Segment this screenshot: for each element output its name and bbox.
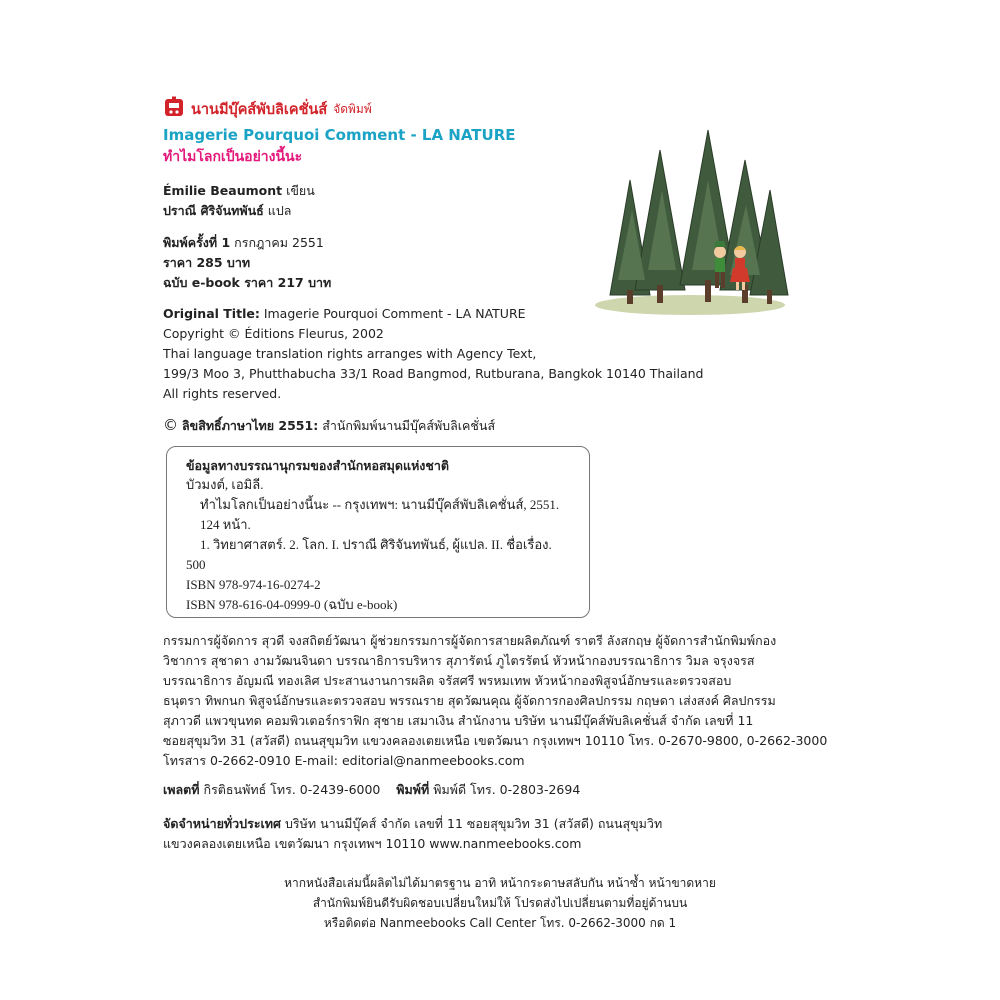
staff-line: บรรณาธิการ อัญมณี ทองเลิศ ประสานงานการผลิต จรัสศรี พรหมเทพ หัวหน้ากองพิสูจน์อักษรและตรวจสอบ bbox=[163, 673, 732, 688]
forest-illustration bbox=[590, 120, 790, 324]
ebook-price: ฉบับ e-book ราคา 217 บาท bbox=[163, 275, 332, 290]
staff-line: ซอยสุขุมวิท 31 (สวัสดี) ถนนสุขุมวิท แขวงคลองเตยเหนือ เขตวัฒนา กรุงเทพฯ 10110 โทร. 0-2670-9800, 0-2662-3000 bbox=[163, 733, 828, 748]
staff-line: วิชาการ สุชาดา งามวัฒนจินดา บรรณาธิการบริหาร สุภารัตน์ ภูไตรรัตน์ หัวหน้ากองบรรณาธิการ วิมล จรุงจรส bbox=[163, 653, 755, 668]
plate-value: กิรติธนพัทธ์ โทร. 0-2439-6000 bbox=[203, 782, 381, 797]
price: ราคา 285 บาท bbox=[163, 255, 251, 270]
all-rights-reserved: All rights reserved. bbox=[163, 386, 282, 401]
author-role: เขียน bbox=[286, 183, 315, 198]
cip-line: 500 bbox=[186, 557, 206, 572]
translator-line bbox=[163, 201, 291, 221]
print-edition-label: พิมพ์ครั้งที่ 1 bbox=[163, 235, 231, 250]
distribution-address-2: แขวงคลองเตยเหนือ เขตวัฒนา กรุงเทพฯ 10110 www.nanmeebooks.com bbox=[163, 836, 582, 851]
book-title-en: Imagerie Pourquoi Comment - LA NATURE bbox=[163, 126, 516, 144]
print-edition-date: กรกฎาคม 2551 bbox=[234, 235, 324, 250]
staff-line: โทรสาร 0-2662-0910 E-mail: editorial@nanmeebooks.com bbox=[163, 753, 525, 768]
printer-label: พิมพ์ที่ bbox=[396, 782, 430, 797]
staff-line: สุภาวดี แพวขุนทด คอมพิวเตอร์กราฟิก สุชาย เสมาเงิน สำนักงาน บริษัท นานมีบุ๊คส์พับลิเคชั่นส์ จำกัด เลขที่ 11 bbox=[163, 713, 754, 728]
author-name: Émilie Beaumont bbox=[163, 183, 283, 198]
printing-line bbox=[163, 780, 580, 800]
footer-line: สำนักพิมพ์ยินดีรับผิดชอบเปลี่ยนใหม่ให้ โปรดส่งไปเปลี่ยนตามที่อยู่ด้านบน bbox=[312, 896, 688, 910]
publisher-logo-icon bbox=[163, 96, 185, 122]
staff-line: กรรมการผู้จัดการ สุวดี จงสถิตย์วัฒนา ผู้ช่วยกรรมการผู้จัดการสายผลิตภัณฑ์ ราตรี ลังสกฤษ ผู้จัดการสำนักพิมพ์กอง bbox=[163, 633, 777, 648]
staff-block bbox=[163, 631, 835, 771]
original-title-label: Original Title: bbox=[163, 306, 260, 321]
cip-heading: ข้อมูลทางบรรณานุกรมของสำนักหอสมุดแห่งชาติ bbox=[186, 458, 450, 473]
original-title-line bbox=[163, 304, 526, 324]
copyright-line: Copyright © Éditions Fleurus, 2002 bbox=[163, 326, 384, 341]
original-title-value: Imagerie Pourquoi Comment - LA NATURE bbox=[263, 306, 526, 321]
author-line bbox=[163, 181, 315, 201]
translator-role: แปล bbox=[267, 203, 292, 218]
publisher-name: นานมีบุ๊คส์พับลิเคชั่นส์ bbox=[191, 101, 328, 118]
cip-line: 124 หน้า. bbox=[200, 517, 251, 532]
distribution-line bbox=[163, 814, 662, 834]
cip-line: 1. วิทยาศาสตร์. 2. โลก. I. ปราณี ศิริจันทพันธ์, ผู้แปล. II. ชื่อเรื่อง. bbox=[200, 537, 552, 552]
cip-line: บัวมงต์, เอมิลี. bbox=[186, 477, 264, 492]
cip-line: ทำไมโลกเป็นอย่างนี้นะ -- กรุงเทพฯ: นานมีบุ๊คส์พับลิเคชั่นส์, 2551. bbox=[200, 497, 560, 512]
copyright-icon: © bbox=[163, 416, 178, 434]
print-edition-line bbox=[163, 233, 324, 253]
cip-isbn-ebook: ISBN 978-616-04-0999-0 (ฉบับ e-book) bbox=[186, 597, 398, 612]
thai-copyright-line bbox=[163, 415, 495, 436]
agency-address: 199/3 Moo 3, Phutthabucha 33/1 Road Bangmod, Rutburana, Bangkok 10140 Thailand bbox=[163, 366, 704, 381]
distribution-label: จัดจำหน่ายทั่วประเทศ bbox=[163, 816, 281, 831]
printer-value: พิมพ์ดี โทร. 0-2803-2694 bbox=[433, 782, 581, 797]
distribution-address: บริษัท นานมีบุ๊คส์ จำกัด เลขที่ 11 ซอยสุขุมวิท 31 (สวัสดี) ถนนสุขุมวิท bbox=[284, 816, 663, 831]
thai-copyright-label: ลิขสิทธิ์ภาษาไทย 2551: bbox=[181, 418, 319, 433]
plate-label: เพลตที่ bbox=[163, 782, 200, 797]
book-title-th: ทำไมโลกเป็นอย่างนี้นะ bbox=[163, 149, 303, 165]
publisher-role: จัดพิมพ์ bbox=[333, 101, 372, 116]
footer-line: หากหนังสือเล่มนี้ผลิตไม่ได้มาตรฐาน อาทิ หน้ากระดาษสลับกัน หน้าซ้ำ หน้าขาดหาย bbox=[284, 876, 716, 890]
cip-isbn: ISBN 978-974-16-0274-2 bbox=[186, 577, 321, 592]
thai-copyright-value: สำนักพิมพ์นานมีบุ๊คส์พับลิเคชั่นส์ bbox=[322, 418, 496, 433]
translation-rights-line: Thai language translation rights arranges with Agency Text, bbox=[163, 346, 537, 361]
publisher-line bbox=[163, 96, 372, 122]
translator-name: ปราณี ศิริจันทพันธ์ bbox=[163, 203, 264, 218]
staff-line: ธนุตรา ทิพกนก พิสูจน์อักษรและตรวจสอบ พรรณราย สุดวัฒนคุณ ผู้จัดการกองศิลปกรรม กฤษดา เส่งสงค์ ศิลปกรรม bbox=[163, 693, 776, 708]
footer-call-center: หรือติดต่อ Nanmeebooks Call Center โทร. 0-2662-3000 กด 1 bbox=[323, 916, 677, 930]
